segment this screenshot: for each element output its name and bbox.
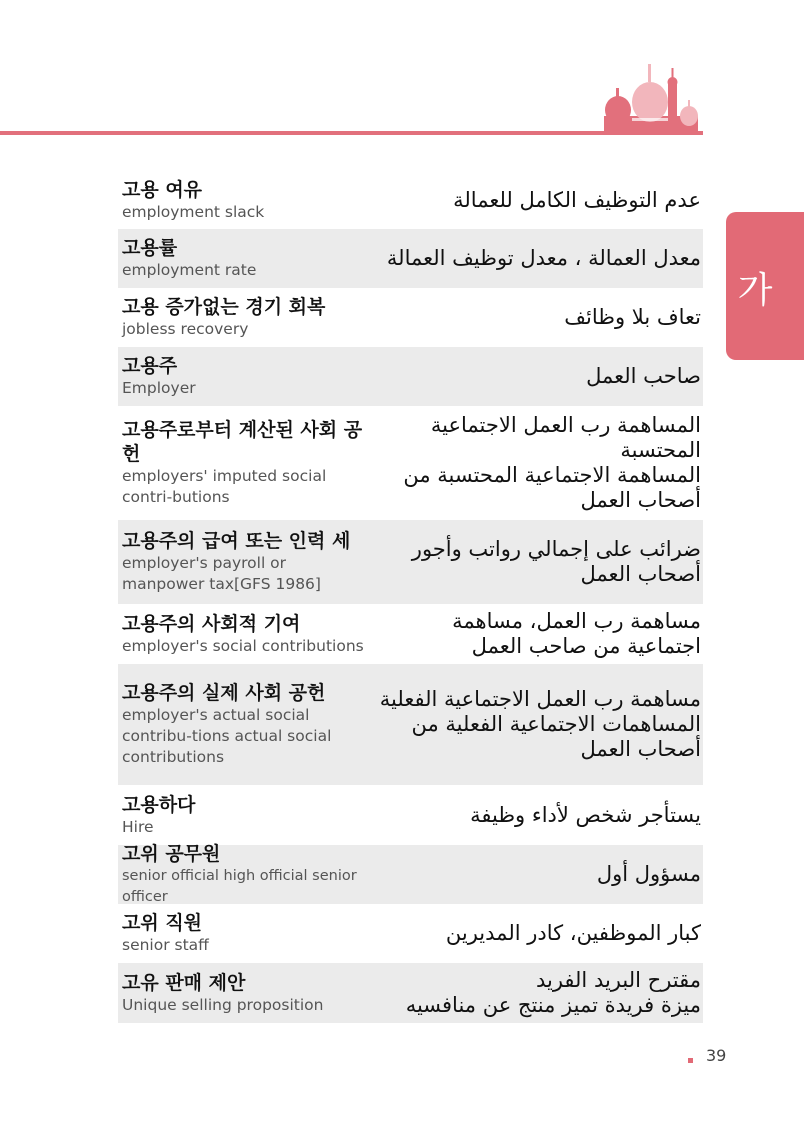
arabic-term: كبار الموظفين، كادر المديرين [445,921,701,945]
arabic-term: مسؤول أول [596,862,701,886]
english-term: employer's social contributions [122,636,364,655]
arabic-term: تعاف بلا وظائف [564,305,701,329]
english-term: Employer [122,379,196,397]
glossary-table [118,172,703,1023]
korean-term: 고용하다 [122,793,196,816]
korean-term: 고용 증가없는 경기 회복 [122,296,326,318]
arabic-term: المساهمة الاجتماعية المحتسبة من أصحاب العمل [403,463,701,512]
glossary-row [118,842,703,905]
english-term: Unique selling proposition [122,995,324,1014]
mosque-illustration [598,58,704,134]
index-tab[interactable] [726,212,804,360]
glossary-row [118,664,703,785]
glossary-row [118,963,703,1023]
page-marker-dot [688,1058,693,1063]
arabic-term: عدم التوظيف الكامل للعمالة [453,188,701,212]
korean-term: 고위 공무원 [122,842,221,865]
arabic-term: مساهمة رب العمل الاجتماعية الفعلية [379,687,701,711]
arabic-term: مساهمة رب العمل، مساهمة اجتماعية من صاحب العمل [452,609,701,658]
arabic-term: معدل العمالة ، معدل توظيف العمالة [386,246,701,270]
glossary-row [118,229,703,288]
index-tab-label: 가 [737,270,773,311]
glossary-row [118,604,703,664]
english-term: Hire [122,817,154,836]
english-term: employment slack [122,203,265,221]
english-term: employer's actual social contribu-tions actual social contributions [122,706,332,766]
korean-term: 고용주의 사회적 기여 [122,612,301,635]
arabic-term: ضرائب على إجمالي رواتب وأجور أصحاب العمل [411,537,701,586]
korean-term: 고용 여유 [122,179,203,201]
korean-term: 고용주의 실제 사회 공헌 [122,682,326,704]
arabic-term: المساهمة رب العمل الاجتماعية المحتسبة [430,413,701,462]
glossary-row [118,406,703,520]
glossary-row [118,904,703,963]
english-term: jobless recovery [122,320,249,338]
korean-term: 고용률 [122,237,178,259]
arabic-term: مقترح البريد الفريد [535,968,701,992]
arabic-term: ميزة فريدة تميز منتج عن منافسيه [405,993,701,1017]
korean-term: 고용주 [122,355,178,377]
korean-term: 고용주의 급여 또는 인력 세 [122,530,351,552]
page-number: 39 [706,1046,727,1065]
korean-term: 고유 판매 제안 [122,971,246,994]
glossary-row [118,785,703,845]
korean-term: 고위 직원 [122,912,203,934]
arabic-term: المساهمات الاجتماعية الفعلية من أصحاب العمل [411,712,701,761]
glossary-row [118,172,703,229]
english-term: employment rate [122,261,257,279]
arabic-term: صاحب العمل [586,364,701,388]
english-term: employers' imputed social contri-butions [122,467,327,506]
english-term: senior official high official senior officer [122,867,357,905]
english-term: senior staff [122,936,209,954]
glossary-row [118,347,703,406]
arabic-term: يستأجر شخص لأداء وظيفة [470,802,701,827]
glossary-row [118,520,703,604]
english-term: employer's payroll or manpower tax[GFS 1986] [122,554,321,593]
korean-term: 고용주로부터 계산된 사회 공헌 [122,419,363,465]
glossary-row [118,288,703,347]
